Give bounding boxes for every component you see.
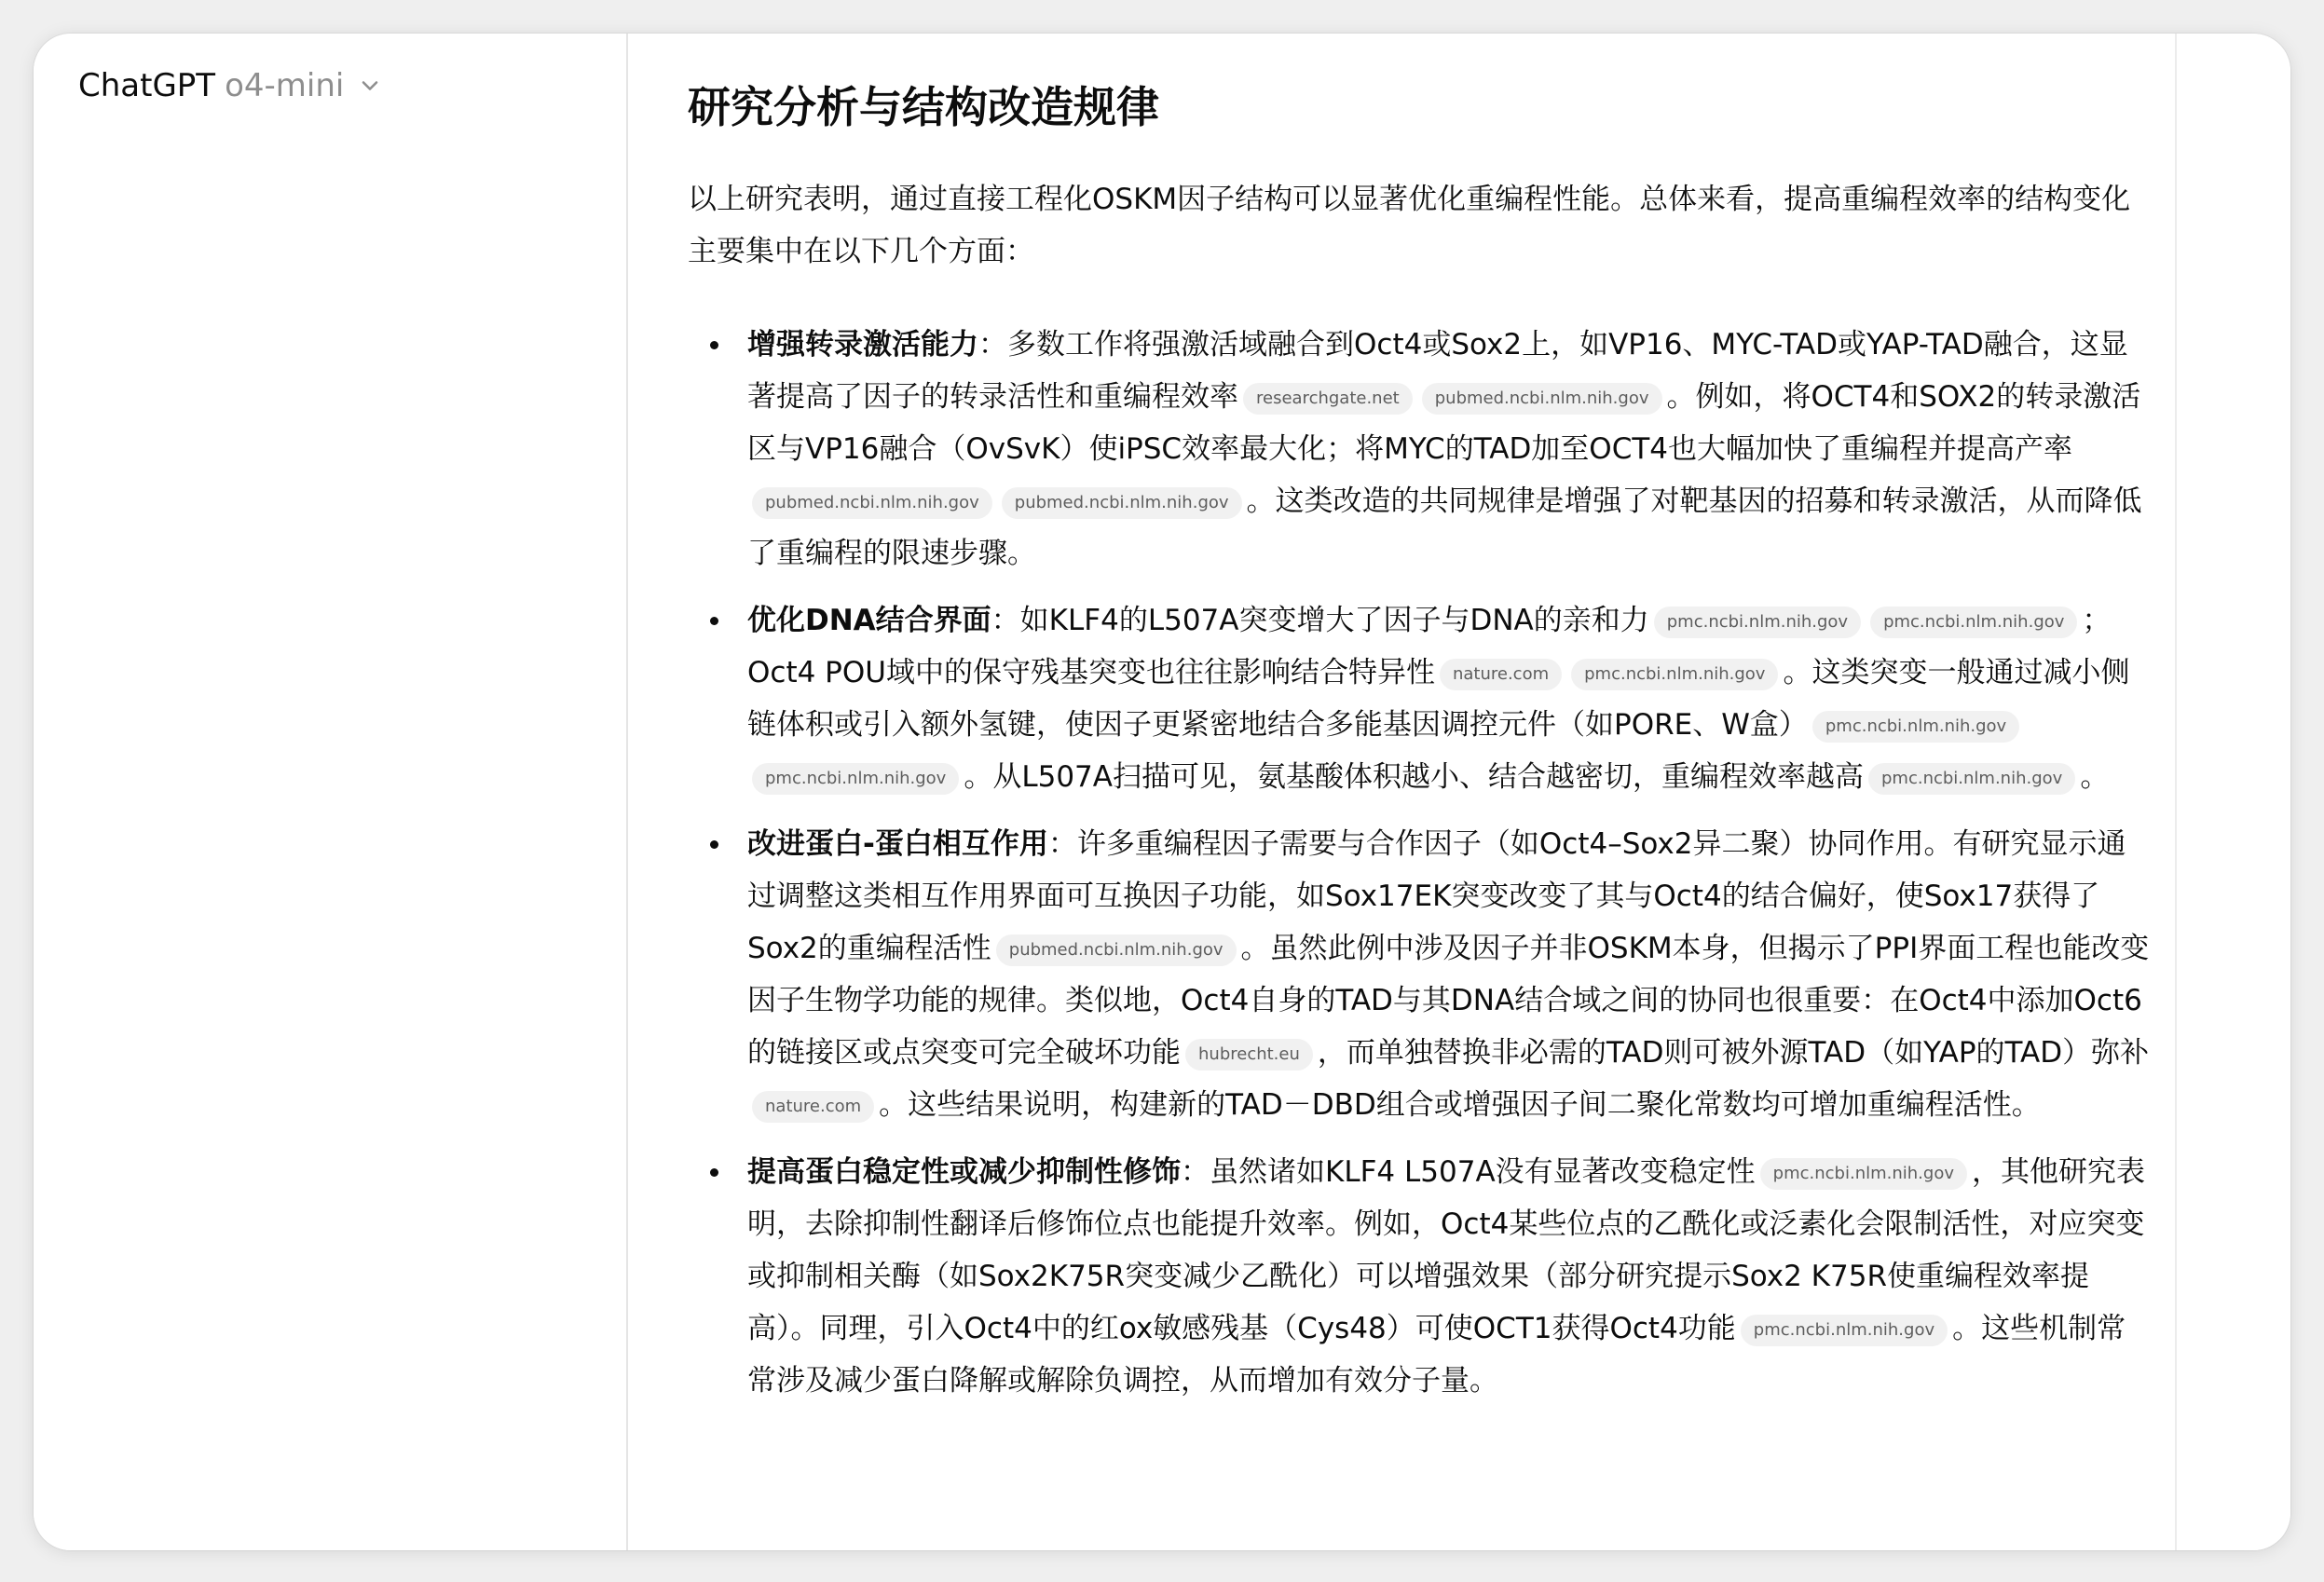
bullet-text: ：许多重编程因子需要与合作因子（如Oct4–Sox2异二聚）协同作用。有研究显示通过调整这类相互作用界面可互换因子功能，如Sox17EK突变改变了其与Oct4的结合偏好，使Sox17获得了Sox2的重编程活性 (747, 826, 2126, 965)
citation-chip[interactable]: pmc.ncbi.nlm.nih.gov (1654, 607, 1861, 638)
bullet-item (688, 594, 2153, 803)
bullet-item (688, 818, 2153, 1131)
bullet-term: 改进蛋白-蛋白相互作用 (747, 826, 1048, 861)
chevron-down-icon (357, 73, 383, 99)
bullet-term: 增强转录激活能力 (747, 327, 978, 361)
citation-chip[interactable]: pmc.ncbi.nlm.nih.gov (1870, 607, 2077, 638)
bullet-item (688, 1146, 2153, 1407)
bullet-text: 。这些结果说明，构建新的TAD－DBD组合或增强因子间二聚化常数均可增加重编程活性。 (879, 1087, 2041, 1122)
bullet-term: 优化DNA结合界面 (747, 603, 991, 637)
model-selector[interactable] (78, 67, 383, 104)
bullet-item (688, 319, 2153, 580)
bullet-text: 。这类改造的共同规律是增强了对靶基因的招募和转录激活，从而降低了重编程的限速步骤。 (747, 484, 2142, 570)
citation-chip[interactable]: pmc.ncbi.nlm.nih.gov (1868, 763, 2075, 795)
citation-chip[interactable]: pubmed.ncbi.nlm.nih.gov (752, 487, 992, 519)
right-panel (2175, 34, 2290, 1550)
citation-chip[interactable]: pmc.ncbi.nlm.nih.gov (1571, 659, 1778, 690)
citation-chip[interactable]: pmc.ncbi.nlm.nih.gov (752, 763, 959, 795)
app-name: ChatGPT (78, 67, 216, 104)
bullet-text: 。虽然此例中涉及因子并非OSKM本身，但揭示了PPI界面工程也能改变因子生物学功能的规律。类似地，Oct4自身的TAD与其DNA结合域之间的协同也很重要：在Oct4中添加Oct6的链接区或点突变可完全破坏功能 (747, 931, 2150, 1070)
citation-chip[interactable]: nature.com (752, 1091, 874, 1123)
citation-chip[interactable]: researchgate.net (1243, 383, 1413, 415)
bullet-text: 。 (2080, 759, 2110, 794)
bullet-text: ，其他研究表明，去除抑制性翻译后修饰位点也能提升效率。例如，Oct4某些位点的乙酰化或泛素化会限制活性，对应突变或抑制相关酶（如Sox2K75R突变减少乙酰化）可以增强效果（部分研究提示Sox2 K75R使重编程效率提高）。同理，引入Oct4中的红ox敏感残基（Cys48）可使OCT1获得Oct4功能 (747, 1154, 2145, 1345)
section-title: 研究分析与结构改造规律 (688, 82, 1159, 132)
citation-chip[interactable]: hubrecht.eu (1185, 1039, 1313, 1071)
bullet-text: 。例如，将OCT4和SOX2的转录激活区与VP16融合（OvSvK）使iPSC效率最大化；将MYC的TAD加至OCT4也大幅加快了重编程并提高产率 (747, 379, 2141, 466)
bullet-text: ：虽然诸如KLF4 L507A没有显著改变稳定性 (1181, 1154, 1756, 1189)
sidebar (34, 34, 628, 1550)
intro-paragraph: 以上研究表明，通过直接工程化OSKM因子结构可以显著优化重编程性能。总体来看，提高重编程效率的结构变化主要集中在以下几个方面： (688, 182, 2131, 268)
citation-chip[interactable]: pubmed.ncbi.nlm.nih.gov (996, 934, 1237, 966)
citation-chip[interactable]: pmc.ncbi.nlm.nih.gov (1812, 711, 2019, 743)
citation-chip[interactable]: pmc.ncbi.nlm.nih.gov (1760, 1158, 1967, 1190)
citation-chip[interactable]: pubmed.ncbi.nlm.nih.gov (1422, 383, 1662, 415)
app-window (34, 34, 2290, 1550)
bullet-text: 。这类突变一般通过减小侧链体积或引入额外氢键，使因子更紧密地结合多能基因调控元件（如PORE、W盒） (747, 655, 2130, 742)
document-canvas (688, 80, 2153, 1422)
bullet-list (688, 319, 2153, 1407)
bullet-text: 。这些机制常常涉及减少蛋白降解或解除负调控，从而增加有效分子量。 (747, 1311, 2126, 1398)
bullet-term: 提高蛋白稳定性或减少抑制性修饰 (747, 1154, 1181, 1189)
citation-chip[interactable]: nature.com (1440, 659, 1562, 690)
citation-chip[interactable]: pmc.ncbi.nlm.nih.gov (1741, 1315, 1948, 1346)
bullet-text: ，而单独替换非必需的TAD则可被外源TAD（如YAP的TAD）弥补 (1317, 1035, 2150, 1070)
bullet-text: ：如KLF4的L507A突变增大了因子与DNA的亲和力 (991, 603, 1649, 637)
bullet-text: ；Oct4 POU域中的保守残基突变也往往影响结合特异性 (747, 603, 2112, 689)
bullet-text: 。从L507A扫描可见，氨基酸体积越小、结合越密切，重编程效率越高 (964, 759, 1864, 794)
model-name: o4-mini (225, 67, 345, 104)
bullet-text: ：多数工作将强激活域融合到Oct4或Sox2上，如VP16、MYC-TAD或YAP-TAD融合，这显著提高了因子的转录活性和重编程效率 (747, 327, 2128, 414)
citation-chip[interactable]: pubmed.ncbi.nlm.nih.gov (1002, 487, 1242, 519)
